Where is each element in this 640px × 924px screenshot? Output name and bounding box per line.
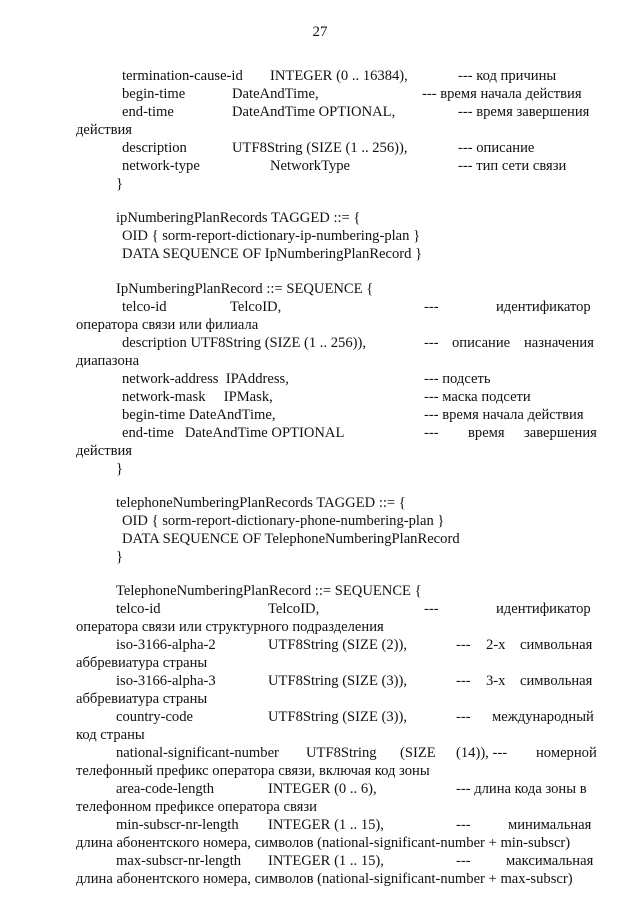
text-line-segment: min-subscr-nr-length [116, 817, 239, 833]
text-line-segment: telephoneNumberingPlanRecords TAGGED ::= { [116, 495, 406, 511]
text-line-segment: telco-id [122, 299, 167, 315]
page-number: 27 [312, 24, 328, 40]
text-line-segment: действия [76, 443, 132, 459]
text-line-segment: OID { sorm-report-dictionary-phone-numbering-plan } [122, 513, 445, 529]
text-line-segment: --- [424, 425, 439, 441]
text-line-segment: минимальная [508, 817, 592, 833]
text-line-segment: DATA SEQUENCE OF TelephoneNumberingPlanRecord [122, 531, 460, 547]
text-line-segment: аббревиатура страны [76, 691, 208, 707]
text-line-segment: DateAndTime, [232, 86, 319, 102]
text-line-segment: DATA SEQUENCE OF IpNumberingPlanRecord } [122, 246, 423, 262]
text-line-segment: номерной [536, 745, 597, 761]
text-line-segment: national-significant-number [116, 745, 279, 761]
text-line-segment: длина абонентского номера, символов (national-significant-number + min-subscr) [76, 835, 571, 851]
text-line-segment: --- маска подсети [424, 389, 531, 405]
text-line-segment: --- [424, 299, 439, 315]
text-line-segment: --- [456, 637, 471, 653]
text-line-segment: UTF8String (SIZE (3)), [268, 709, 408, 725]
text-line-segment: --- [456, 853, 471, 869]
text-line-segment: INTEGER (1 .. 15), [268, 853, 384, 869]
text-line-segment: max-subscr-nr-length [116, 853, 242, 869]
text-line-segment: --- время начала действия [424, 407, 584, 423]
text-line-segment: INTEGER (0 .. 6), [268, 781, 377, 797]
text-line-segment: INTEGER (0 .. 16384), [270, 68, 408, 84]
text-line-segment: termination-cause-id [122, 68, 243, 84]
text-line-segment: международный [492, 709, 594, 725]
text-line-segment: network-mask IPMask, [122, 389, 273, 405]
text-line-segment: UTF8String (SIZE (1 .. 256)), [232, 140, 408, 156]
text-line-segment: телефонном префиксе оператора связи [76, 799, 317, 815]
text-line-segment: iso-3166-alpha-3 [116, 673, 216, 689]
text-line-segment: идентификатор [496, 601, 591, 617]
text-line-segment: IpNumberingPlanRecord ::= SEQUENCE { [116, 281, 374, 297]
text-line-segment: end-time DateAndTime OPTIONAL [122, 425, 345, 441]
text-line-segment: диапазона [76, 353, 140, 369]
text-line-segment: действия [76, 122, 132, 138]
text-line-segment: (SIZE [400, 745, 436, 761]
text-line-segment: country-code [116, 709, 193, 725]
text-line-segment: TelcoID, [230, 299, 282, 315]
text-line-segment: максимальная [506, 853, 594, 869]
text-line-segment: --- описание [458, 140, 535, 156]
text-line-segment: network-address IPAddress, [122, 371, 289, 387]
text-line-segment: аббревиатура страны [76, 655, 208, 671]
text-line-segment: UTF8String (SIZE (2)), [268, 637, 408, 653]
text-line-segment: длина абонентского номера, символов (national-significant-number + max-subscr) [76, 871, 573, 887]
text-line-segment: описание [452, 335, 511, 351]
text-line-segment: DateAndTime OPTIONAL, [232, 104, 396, 120]
text-line-segment: telco-id [116, 601, 161, 617]
text-line-segment: идентификатор [496, 299, 591, 315]
text-line-segment: --- [456, 673, 471, 689]
text-line-segment: телефонный префикс оператора связи, включая код зоны [76, 763, 430, 779]
text-line-segment: description UTF8String (SIZE (1 .. 256)), [122, 335, 367, 351]
text-line-segment: завершения [524, 425, 597, 441]
text-line-segment: 3-х [486, 673, 506, 689]
text-line-segment: begin-time [122, 86, 186, 102]
text-line-segment: символьная [520, 673, 593, 689]
text-line-segment: } [116, 461, 124, 477]
text-line-segment: area-code-length [116, 781, 215, 797]
text-line-segment: --- время завершения [458, 104, 590, 120]
text-line-segment: оператора связи или филиала [76, 317, 259, 333]
text-line-segment: iso-3166-alpha-2 [116, 637, 216, 653]
text-line-segment: оператора связи или структурного подразделения [76, 619, 384, 635]
text-line-segment: } [116, 549, 124, 565]
text-line-segment: OID { sorm-report-dictionary-ip-numbering-plan } [122, 228, 421, 244]
text-line-segment: --- длина кода зоны в [456, 781, 587, 797]
text-line-segment: TelcoID, [268, 601, 320, 617]
text-line-segment: --- [456, 817, 471, 833]
text-line-segment: ipNumberingPlanRecords TAGGED ::= { [116, 210, 361, 226]
text-line-segment: } [116, 176, 124, 192]
text-line-segment: TelephoneNumberingPlanRecord ::= SEQUENCE { [116, 583, 422, 599]
text-line-segment: (14)), --- [456, 745, 508, 761]
text-line-segment: символьная [520, 637, 593, 653]
text-line-segment: --- подсеть [424, 371, 491, 387]
text-line-segment: назначения [524, 335, 594, 351]
text-line-segment: description [122, 140, 187, 156]
text-line-segment: --- [424, 601, 439, 617]
text-line-segment: --- [424, 335, 439, 351]
text-line-segment: UTF8String (SIZE (3)), [268, 673, 408, 689]
text-line-segment: --- время начала действия [422, 86, 582, 102]
text-line-segment: INTEGER (1 .. 15), [268, 817, 384, 833]
text-line-segment: NetworkType [270, 158, 351, 174]
text-line-segment: --- [456, 709, 471, 725]
text-line-segment: begin-time DateAndTime, [122, 407, 276, 423]
text-line-segment: --- тип сети связи [458, 158, 567, 174]
text-line-segment: время [468, 425, 505, 441]
text-line-segment: 2-х [486, 637, 506, 653]
text-line-segment: код страны [76, 727, 145, 743]
text-line-segment: UTF8String [306, 745, 377, 761]
text-line-segment: --- код причины [458, 68, 557, 84]
text-line-segment: end-time [122, 104, 174, 120]
text-line-segment: network-type [122, 158, 200, 174]
